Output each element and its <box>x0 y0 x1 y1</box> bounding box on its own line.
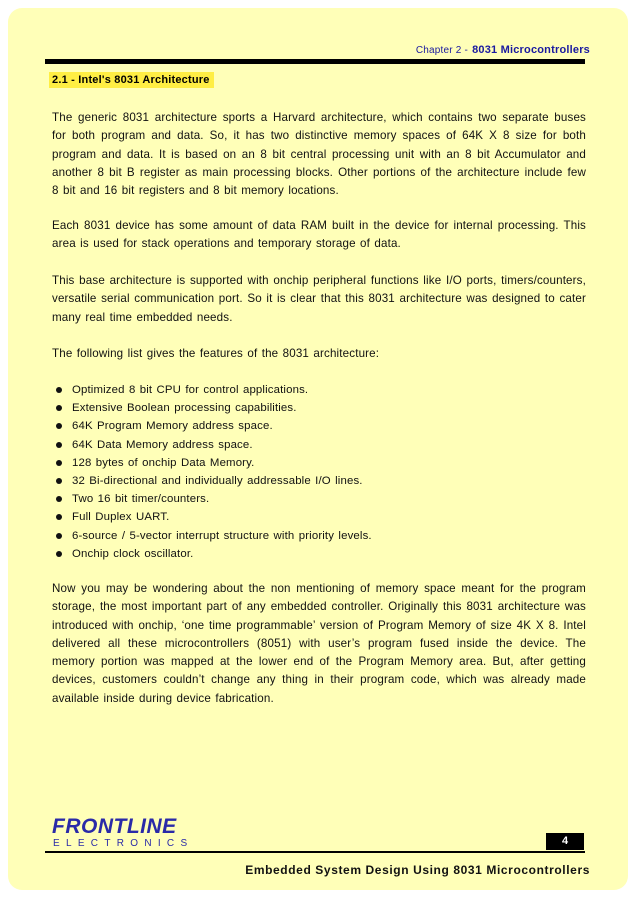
feature-list <box>52 381 586 563</box>
feature-text: 6-source / 5-vector interrupt structure with priority levels. <box>72 529 372 542</box>
list-item <box>52 381 586 399</box>
list-item <box>52 417 586 435</box>
header-rule <box>45 59 585 64</box>
paragraph-features-intro: The following list gives the features of the 8031 architecture: <box>52 347 380 360</box>
bullet-icon <box>56 551 62 557</box>
feature-text: Onchip clock oscillator. <box>72 547 194 560</box>
bullet-icon <box>56 514 62 520</box>
list-item <box>52 490 586 508</box>
frontline-logo: FRONTLINE <box>52 815 177 838</box>
feature-text: 32 Bi-directional and individually addressable I/O lines. <box>72 475 363 488</box>
bullet-icon <box>56 496 62 502</box>
feature-text: Two 16 bit timer/counters. <box>72 493 210 506</box>
book-title-footer: Embedded System Design Using 8031 Microcontrollers <box>245 863 590 877</box>
bullet-icon <box>56 423 62 429</box>
list-item <box>52 527 586 545</box>
list-item <box>52 472 586 490</box>
list-item <box>52 454 586 472</box>
page-number: 4 <box>546 833 584 850</box>
paragraph-data-ram: Each 8031 device has some amount of data RAM built in the device for internal processing. This area is used for stack operations and temporary storage of data. <box>52 219 586 251</box>
feature-text: Full Duplex UART. <box>72 511 170 524</box>
chapter-title: 8031 Microcontrollers <box>472 44 590 56</box>
chapter-prefix: Chapter 2 - <box>415 45 469 56</box>
paragraph-program-memory: Now you may be wondering about the non mentioning of memory space meant for the program storage, the most important part of any embedded controller. Originally this 8031 architecture was introduced with onchip, ‘one time programmable’ version of Program Memory of size 4K X 8. Intel delivered all these microcontrollers (8051) with user’s program fused inside the device. The memory portion was mapped at the lower end of the Program Memory area. But, after getting devices, customers couldn’t change any thing in their program code, which was already made available inside during device fabrication. <box>52 582 586 705</box>
list-item <box>52 545 586 563</box>
feature-text: 64K Data Memory address space. <box>72 438 253 451</box>
bullet-icon <box>56 478 62 484</box>
feature-text: 128 bytes of onchip Data Memory. <box>72 456 255 469</box>
bullet-icon <box>56 460 62 466</box>
list-item <box>52 436 586 454</box>
chapter-header <box>416 44 590 56</box>
feature-text: Extensive Boolean processing capabilities. <box>72 402 297 415</box>
logo-subtitle: ELECTRONICS <box>53 838 194 849</box>
section-heading: 2.1 - Intel's 8031 Architecture <box>49 72 214 88</box>
footer-rule <box>45 851 585 853</box>
feature-text: Optimized 8 bit CPU for control applications. <box>72 384 309 396</box>
feature-text: 64K Program Memory address space. <box>72 420 273 433</box>
bullet-icon <box>56 533 62 539</box>
list-item <box>52 399 586 417</box>
list-item <box>52 508 586 526</box>
paragraph-peripherals: This base architecture is supported with onchip peripheral functions like I/O ports, timers/counters, versatile serial communication port. So it is clear that this 8031 architecture was designed to cater many real time embedded needs. <box>52 274 586 324</box>
bullet-icon <box>56 387 62 393</box>
paragraph-harvard: The generic 8031 architecture sports a Harvard architecture, which contains two separate buses for both program and data. So, it has two distinctive memory spaces of 64K X 8 size for both program and data. It is based on an 8 bit central processing unit with an 8 bit Accumulator and another 8 bit B register as main processing blocks. Other portions of the architecture include few 8 bit and 16 bit registers and 8 bit memory locations. <box>52 111 586 198</box>
bullet-icon <box>56 405 62 411</box>
bullet-icon <box>56 442 62 448</box>
